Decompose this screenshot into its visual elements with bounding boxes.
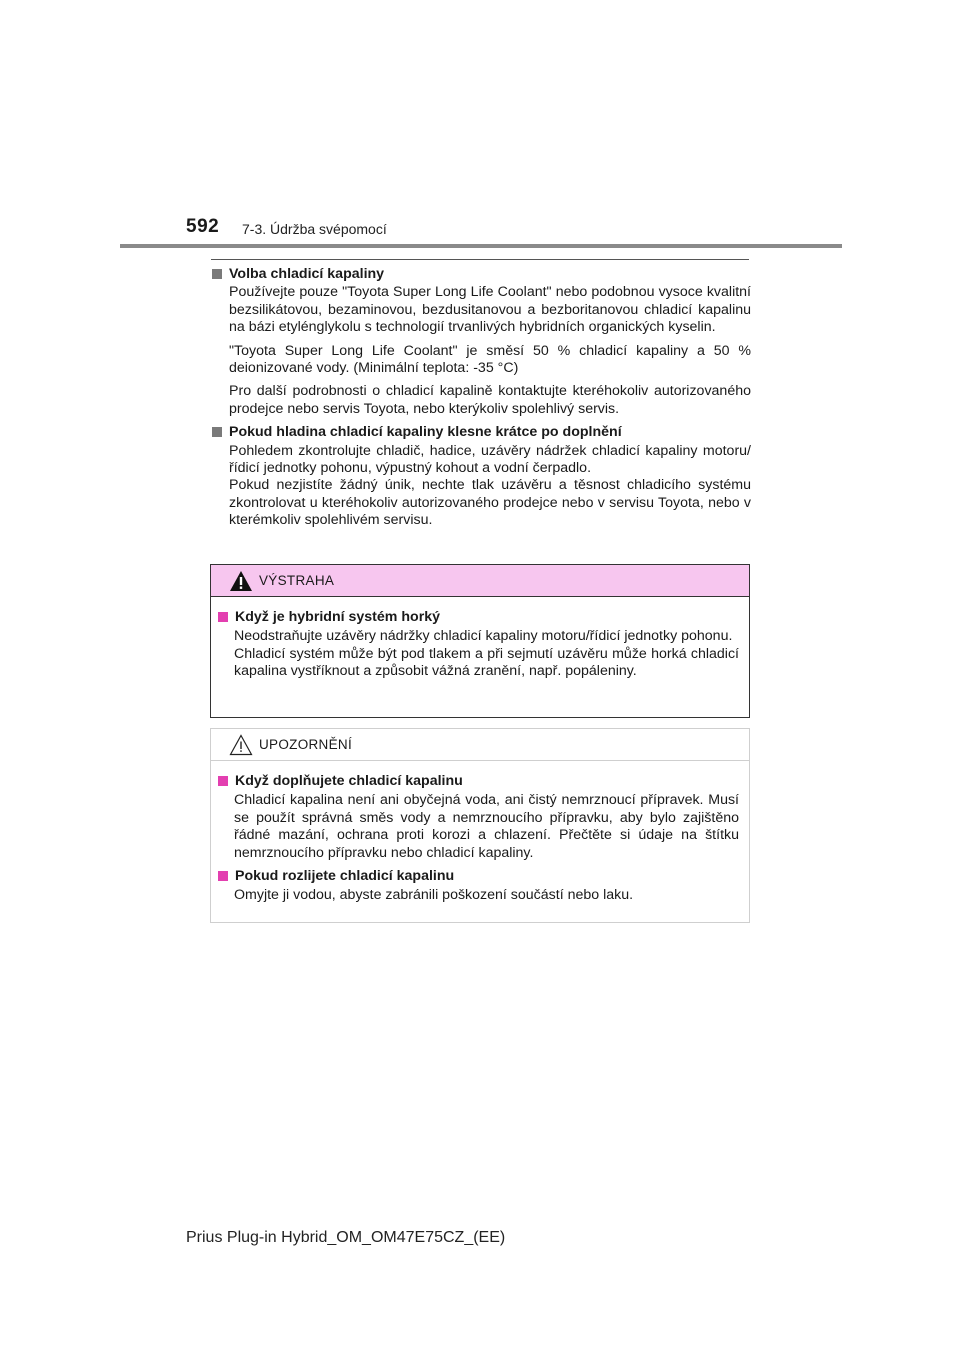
section-heading-text: Volba chladicí kapaliny xyxy=(229,266,385,282)
section-heading-coolant-drop xyxy=(211,424,751,441)
square-bullet-icon xyxy=(212,427,222,437)
warning-title: VÝSTRAHA xyxy=(259,572,335,588)
square-bullet-icon xyxy=(218,612,228,622)
caution-triangle-icon xyxy=(229,734,253,756)
square-bullet-icon xyxy=(212,269,222,279)
paragraph: Neodstraňujte uzávěry nádržky chladicí kapaliny motoru/řídicí jednotky pohonu. xyxy=(234,628,733,645)
header-divider xyxy=(120,244,842,248)
caution-title: UPOZORNĚNÍ xyxy=(259,736,353,752)
paragraph: Chladicí kapalina není ani obyčejná voda, ani čistý nemrznoucí přípravek. Musí se použít správná směs vody a nemrznoucího přípravku, aby bylo zajištěno řádné mazání, ochrana proti korozi a chlazení. Přečtěte si údaje na štítku nemrznoucího přípravku nebo chladicí kapaliny. xyxy=(234,792,739,861)
main-content xyxy=(211,266,751,536)
paragraph: "Toyota Super Long Life Coolant" je směsí 50 % chladicí kapaliny a 50 % deionizované vody. (Minimální teplota: -35 °C) xyxy=(229,342,751,377)
caution-item-heading xyxy=(217,868,739,885)
caution-item-heading xyxy=(217,773,739,790)
paragraph: Používejte pouze "Toyota Super Long Life Coolant" nebo podobnou vysoce kvalitní bezsilikátovou, bezaminovou, bezdusitanovou a bezboritanovou chladicí kapalinu na bázi etylénglykolu s technologií trvanlivých hybridních organických kyselin. xyxy=(229,284,751,336)
content-divider xyxy=(211,259,749,260)
paragraph: Pokud nezjistíte žádný únik, nechte tlak uzávěru a těsnost chladicího systému zkontrolovat u kteréhokoliv autorizovaného prodejce nebo v servisu Toyota, nebo v kterémkoliv spolehlivém servisu. xyxy=(229,477,751,529)
caution-box-header xyxy=(211,729,749,761)
section-title: 7-3. Údržba svépomocí xyxy=(242,221,387,237)
warning-item-heading xyxy=(217,609,739,626)
warning-box xyxy=(210,564,750,718)
caution-item-heading-text: Když doplňujete chladicí kapalinu xyxy=(235,773,463,789)
paragraph: Omyjte ji vodou, abyste zabránili poškození součástí nebo laku. xyxy=(234,887,634,904)
caution-box xyxy=(210,728,750,923)
document-footer: Prius Plug-in Hybrid_OM_OM47E75CZ_(EE) xyxy=(186,1229,506,1246)
paragraph: Pohledem zkontrolujte chladič, hadice, uzávěry nádržek chladicí kapaliny motoru/řídicí jednotky pohonu, výpustný kohout a vodní čerpadlo. xyxy=(229,442,751,477)
warning-box-header xyxy=(211,565,749,597)
square-bullet-icon xyxy=(218,871,228,881)
page-number: 592 xyxy=(186,216,220,237)
paragraph: Chladicí systém může být pod tlakem a při sejmutí uzávěru může horká chladicí kapalina vystříknout a způsobit vážná zranění, např. popáleniny. xyxy=(234,645,739,680)
square-bullet-icon xyxy=(218,776,228,786)
section-heading-coolant-choice xyxy=(211,266,751,283)
caution-box-body xyxy=(211,761,749,905)
warning-triangle-icon xyxy=(229,570,253,592)
warning-box-body xyxy=(211,597,749,681)
section-heading-text: Pokud hladina chladicí kapaliny klesne krátce po doplnění xyxy=(229,424,622,441)
warning-item-heading-text: Když je hybridní systém horký xyxy=(235,609,440,625)
caution-item-heading-text: Pokud rozlijete chladicí kapalinu xyxy=(235,868,455,885)
paragraph: Pro další podrobnosti o chladicí kapalině kontaktujte kteréhokoliv autorizovaného prodejce nebo servis Toyota, nebo kterýkoliv spolehlivý servis. xyxy=(229,383,751,417)
